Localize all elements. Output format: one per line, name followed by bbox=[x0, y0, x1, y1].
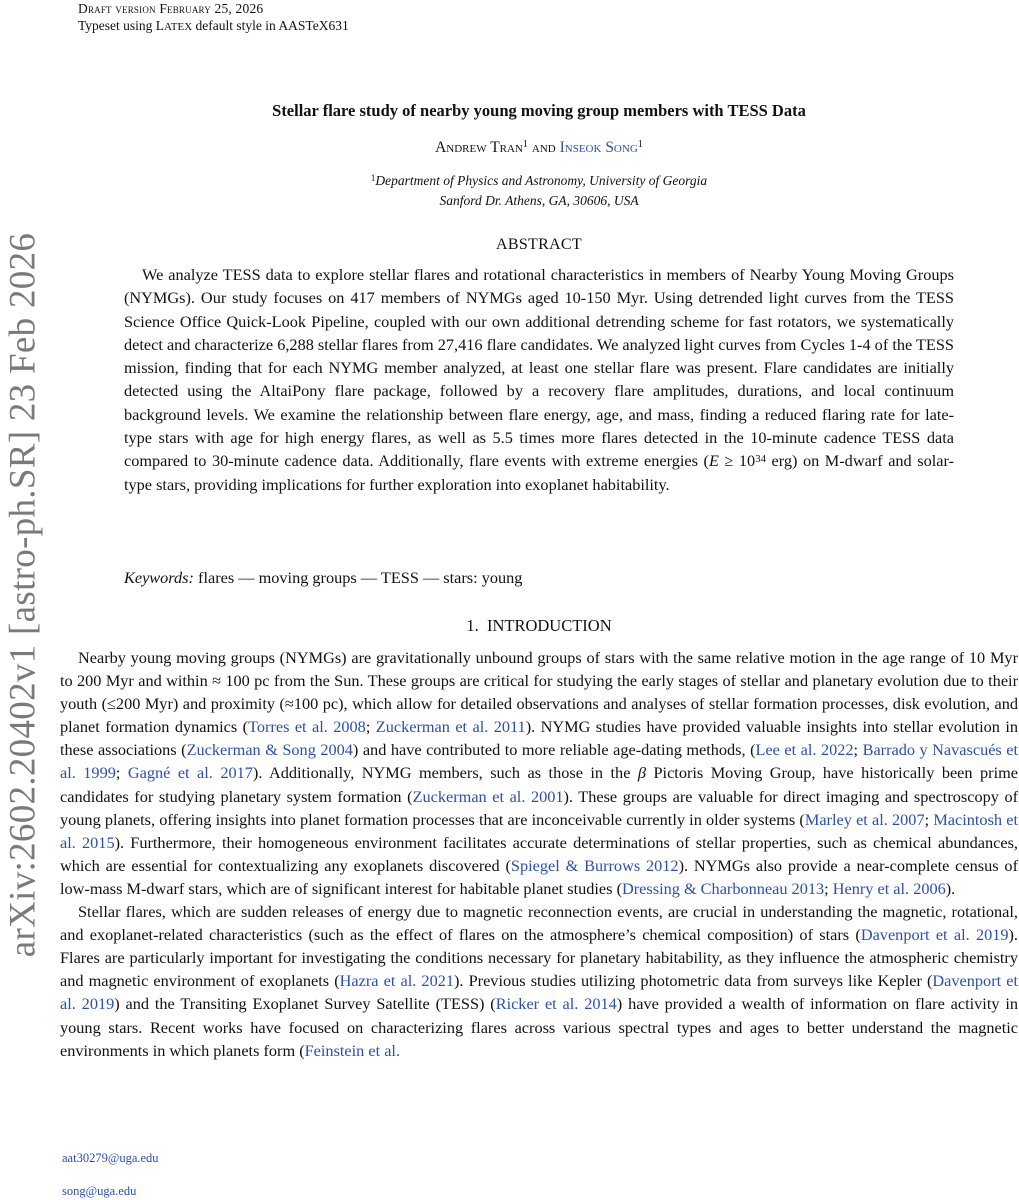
affiliation-line-2: Sanford Dr. Athens, GA, 30606, USA bbox=[439, 193, 639, 208]
email-link-song[interactable]: song@uga.edu bbox=[62, 1184, 137, 1198]
author-tran: Andrew Tran bbox=[435, 139, 523, 156]
citation-link[interactable]: Davenport et al. 2019 bbox=[60, 971, 1019, 1014]
math-relation: ≥ 10 bbox=[718, 451, 756, 471]
affiliation-line-1 bbox=[60, 171, 1018, 191]
text-run: ). bbox=[945, 878, 956, 898]
citation-link[interactable]: Zuckerman et al. 2001 bbox=[412, 786, 564, 806]
abstract-body-a: We analyze TESS data to explore stellar flares and rotational characteristics in members of Nearby Young Moving Groups (NYMGs). Our study focuses on 417 members of NYMGs aged 10-150 Myr. Using detrended light curves from the TESS Science Office Quick-Look Pipeline, coupled with our own additional detrending scheme for fast rotators, we systematically detect and characterize 6,288 stellar flares from 27,416 flare candidates. We analyzed light curves from Cycles 1-4 of the TESS mission, finding that for each NYMG member analyzed, at least one stellar flare was present. Flare candidates are initially detected using the AltaiPony flare package, followed by a recovery flare amplitudes, durations, and local continuum background levels. We examine the relationship between flare energy, age, and mass, finding a reduced flaring rate for late-type stars with age for high energy flares, as well as 5.5 times more flares detected in the 10-minute cadence TESS data compared to 30-minute cadence data. Additionally, flare events with extreme energies ( bbox=[124, 265, 954, 471]
text-run: ). NYMGs also provide a near-complete census of low-mass M-dwarf stars, which are of significant interest for habitable planet studies ( bbox=[60, 855, 1018, 898]
intro-paragraph-1 bbox=[60, 646, 1018, 900]
citation-link[interactable]: Feinstein et al. bbox=[304, 1040, 401, 1060]
arxiv-side-stamp bbox=[0, 0, 46, 1200]
arxiv-identifier: arXiv:2602.20402v1 [astro-ph.SR] 23 Feb 2026 bbox=[2, 232, 44, 958]
text-run: ) and the Transiting Exoplanet Survey Satellite (TESS) ( bbox=[114, 994, 496, 1014]
text-run: ; bbox=[924, 809, 934, 829]
math-energy-symbol: E bbox=[708, 451, 719, 471]
typeset-prefix: Typeset using L bbox=[78, 18, 165, 33]
section-number: 1. bbox=[466, 616, 479, 635]
citation-link[interactable]: Barrado y Navascués et al. 1999 bbox=[60, 740, 1019, 783]
citation-link[interactable]: Davenport et al. 2019 bbox=[860, 925, 1009, 945]
running-header bbox=[78, 0, 349, 36]
abstract-body-b: erg) on M-dwarf and solar-type stars, providing implications for further exploration into exoplanet habitability. bbox=[124, 451, 954, 494]
affiliation-dept: Department of Physics and Astronomy, University of Georgia bbox=[375, 173, 708, 188]
math-symbol: β bbox=[637, 763, 647, 783]
text-run: ). Flares are particularly important for investigating the conditions necessary for planetary habitability, as they influence the atmospheric chemistry and magnetic environment of exoplanets ( bbox=[60, 925, 1019, 991]
abstract-heading: ABSTRACT bbox=[496, 236, 582, 253]
citation-link[interactable]: Hazra et al. 2021 bbox=[339, 971, 454, 991]
text-run: ). Furthermore, their homogeneous environment facilitates accurate determinations of stellar properties, such as chemical abundances, which are essential for contextualizing any exoplanets discovered ( bbox=[60, 832, 1018, 875]
text-run: ). Previous studies utilizing photometric data from surveys like Kepler ( bbox=[454, 971, 933, 991]
text-run: ; bbox=[853, 740, 863, 760]
text-run: ; bbox=[824, 878, 833, 898]
typeset-suffix: default style in AASTeX631 bbox=[192, 18, 349, 33]
citation-link[interactable]: Zuckerman & Song 2004 bbox=[186, 740, 353, 760]
author-list bbox=[60, 139, 1018, 157]
citation-link[interactable]: Lee et al. 2022 bbox=[755, 740, 854, 760]
author-song-link[interactable]: Inseok Song bbox=[559, 139, 638, 156]
citation-link[interactable]: Macintosh et al. 2015 bbox=[60, 809, 1018, 852]
citation-link[interactable]: Ricker et al. 2014 bbox=[495, 994, 617, 1014]
section-title: INTRODUCTION bbox=[486, 616, 612, 635]
author-and: and bbox=[528, 139, 560, 156]
citation-link[interactable]: Spiegel & Burrows 2012 bbox=[510, 855, 679, 875]
citation-link[interactable]: Dressing & Charbonneau 2013 bbox=[622, 878, 825, 898]
author-tran-affil: 1 bbox=[522, 139, 529, 151]
intro-paragraph-2 bbox=[60, 900, 1018, 1062]
citation-link[interactable]: Marley et al. 2007 bbox=[804, 809, 925, 829]
keywords bbox=[124, 568, 522, 588]
text-run: ; bbox=[115, 763, 128, 783]
author-song-affil: 1 bbox=[637, 139, 643, 151]
text-run: ; bbox=[365, 717, 376, 737]
draft-label: Draft version bbox=[78, 1, 160, 16]
affiliation bbox=[60, 171, 1018, 211]
text-run: ). Additionally, NYMG members, such as those in the bbox=[252, 763, 638, 783]
text-run: ). These groups are valuable for direct imaging and spectroscopy of young planets, offering insights into planet formation processes that are inconceivable currently in older systems ( bbox=[60, 786, 1019, 829]
keywords-list: flares — moving groups — TESS — stars: young bbox=[193, 568, 523, 587]
citation-link[interactable]: Zuckerman et al. 2011 bbox=[375, 717, 526, 737]
keywords-label: Keywords: bbox=[124, 568, 194, 587]
citation-link[interactable]: Gagné et al. 2017 bbox=[127, 763, 253, 783]
introduction-body bbox=[60, 646, 1018, 1062]
citation-link[interactable]: Henry et al. 2006 bbox=[832, 878, 946, 898]
draft-date: February 25, 2026 bbox=[159, 1, 264, 16]
latex-logo-rest: ATEX bbox=[164, 21, 193, 33]
email-link-tran[interactable]: aat30279@uga.edu bbox=[62, 1151, 159, 1165]
text-run: Nearby young moving groups (NYMGs) are gravitationally unbound groups of stars with the same relative motion in the age range of 10 Myr to 200 Myr and within ≈ 100 pc from the Sun. These groups are critical for studying the early stages of stellar and planetary evolution due to their youth (≤200 Myr) and proximity (≈100 pc), which allow for detailed observations and analyses of stellar formation processes, disk evolution, and planet formation dynamics ( bbox=[60, 648, 1018, 737]
typeset-line bbox=[78, 17, 349, 36]
citation-link[interactable]: Torres et al. 2008 bbox=[248, 717, 366, 737]
text-run: Pictoris Moving Group, have historically been prime candidates for studying planetary system formation ( bbox=[60, 763, 1018, 806]
paper-title: Stellar flare study of nearby young moving group members with TESS Data bbox=[272, 101, 806, 120]
affiliation-mark: 1 bbox=[370, 173, 376, 183]
section-heading-introduction bbox=[60, 616, 1018, 636]
draft-line bbox=[78, 0, 349, 17]
abstract-text bbox=[124, 263, 954, 496]
math-exponent: 34 bbox=[755, 452, 766, 465]
text-run: ) and have contributed to more reliable age-dating methods, ( bbox=[352, 740, 756, 760]
text-run: Stellar flares, which are sudden releases of energy due to magnetic reconnection events, are crucial in understanding the magnetic, rotational, and exoplanet-related characteristics (such as the effect of flares on the atmosphere’s chemical composition) of stars ( bbox=[60, 902, 1018, 945]
text-run: ) have provided a wealth of information on flare activity in young stars. Recent works have focused on characterizing flares across various spectral types and ages to better understand the magnetic environments in which planets form ( bbox=[60, 994, 1019, 1060]
text-run: ). NYMG studies have provided valuable insights into stellar evolution in these associations ( bbox=[60, 717, 1019, 760]
